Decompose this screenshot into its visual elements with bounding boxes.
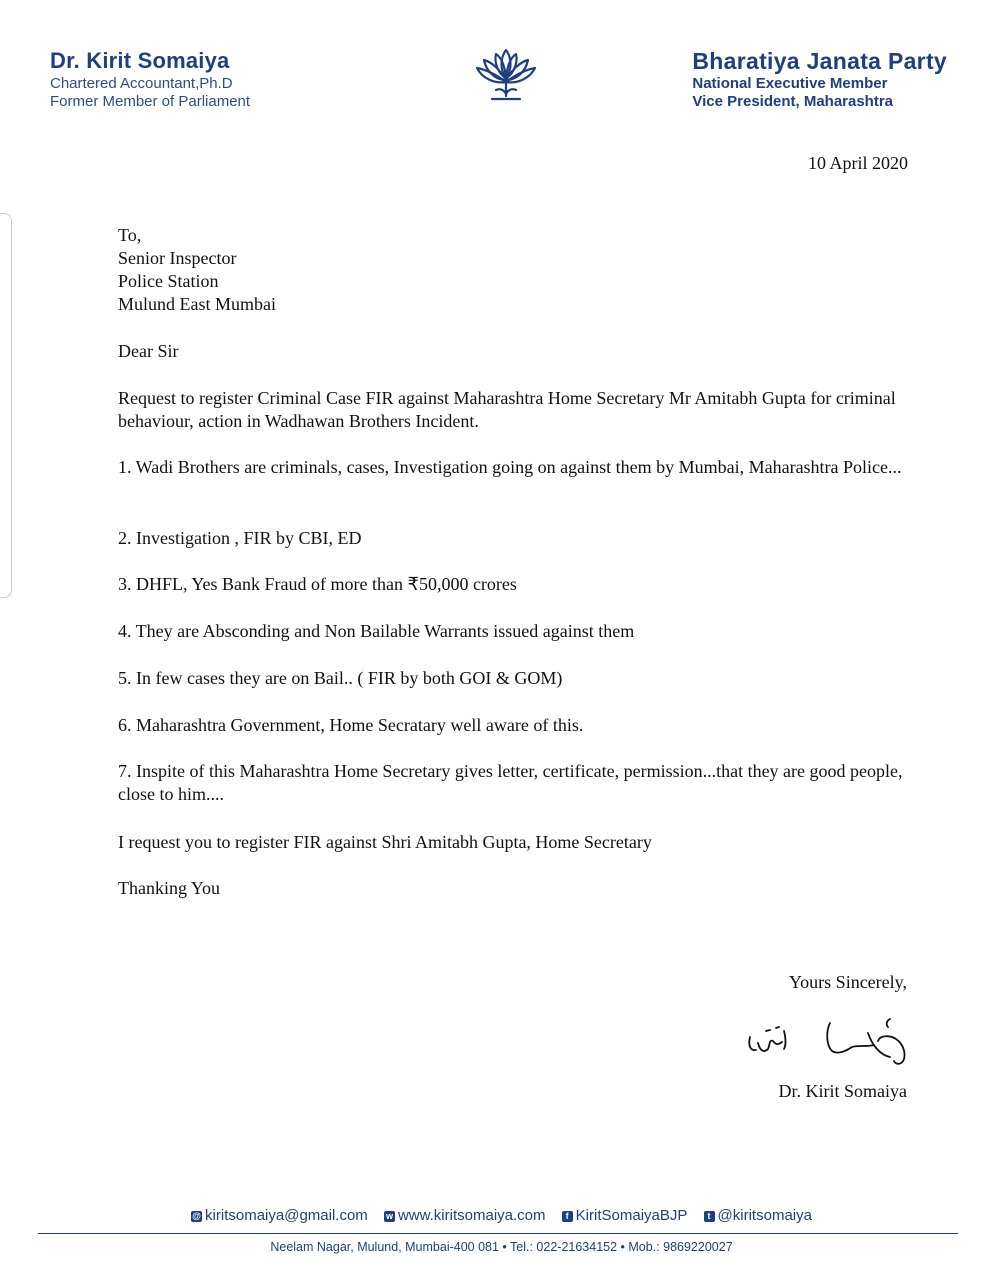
sender-qualification: Chartered Accountant,Ph.D — [50, 75, 233, 92]
twitter-text: @kiritsomaiya — [717, 1207, 812, 1224]
point-item: 5. In few cases they are on Bail.. ( FIR by both GOI & GOM) — [118, 668, 563, 688]
footer-website[interactable] — [384, 1207, 546, 1224]
lotus-icon — [474, 44, 538, 106]
footer-email[interactable] — [191, 1207, 368, 1224]
facebook-text: KiritSomaiyaBJP — [575, 1207, 688, 1224]
point-item: 6. Maharashtra Government, Home Secratary well aware of this. — [118, 715, 584, 735]
signer-name: Dr. Kirit Somaiya — [778, 1081, 907, 1101]
request-paragraph: I request you to register FIR against Shri Amitabh Gupta, Home Secretary — [118, 832, 652, 852]
letterhead-sender — [50, 47, 250, 111]
subject-paragraph: Request to register Criminal Case FIR against Maharashtra Home Secretary Mr Amitabh Gupta for criminal behaviour, action in Wadhawan Brothers Incident. — [118, 388, 896, 431]
email-text: kiritsomaiya@gmail.com — [205, 1207, 368, 1224]
address-line: Senior Inspector — [118, 248, 237, 268]
website-text: www.kiritsomaiya.com — [397, 1207, 546, 1224]
recipient-address — [118, 224, 918, 316]
party-role: National Executive Member — [692, 75, 888, 92]
footer-facebook[interactable] — [562, 1207, 688, 1224]
signature-icon — [740, 1015, 915, 1067]
email-icon: @ — [192, 1211, 201, 1221]
footer-contacts — [0, 1207, 1003, 1224]
address-line: Mulund East Mumbai — [118, 294, 276, 314]
address-line: To, — [118, 225, 142, 245]
point-item: 7. Inspite of this Maharashtra Home Secretary gives letter, certificate, permission...that they are good people, close to him.... — [118, 761, 903, 804]
globe-icon: w — [385, 1211, 393, 1221]
footer-address: Neelam Nagar, Mulund, Mumbai-400 081 • Tel.: 022-21634152 • Mob.: 9869220027 — [270, 1240, 733, 1254]
facebook-icon: f — [562, 1211, 573, 1222]
page-edge-overlay — [0, 213, 12, 598]
point-item: 2. Investigation , FIR by CBI, ED — [118, 528, 362, 548]
point-item: 1. Wadi Brothers are criminals, cases, Investigation going on against them by Mumbai, Maharashtra Police... — [118, 457, 902, 477]
point-item: 3. DHFL, Yes Bank Fraud of more than ₹50,000 crores — [118, 574, 517, 594]
party-name: Bharatiya Janata Party — [692, 48, 947, 74]
party-position: Vice President, Maharashtra — [692, 93, 894, 110]
closing-line: Yours Sincerely, — [788, 972, 907, 992]
address-line: Police Station — [118, 271, 219, 291]
salutation: Dear Sir — [118, 341, 179, 361]
letter-date: 10 April 2020 — [807, 153, 908, 173]
footer-divider — [38, 1233, 958, 1234]
footer-twitter[interactable] — [704, 1207, 812, 1224]
twitter-icon: t — [704, 1211, 715, 1222]
point-item: 4. They are Absconding and Non Bailable Warrants issued against them — [118, 621, 635, 641]
thanks-line: Thanking You — [118, 878, 221, 898]
sender-name: Dr. Kirit Somaiya — [50, 48, 230, 73]
letterhead-party — [692, 47, 947, 111]
sender-former-role: Former Member of Parliament — [50, 93, 251, 110]
